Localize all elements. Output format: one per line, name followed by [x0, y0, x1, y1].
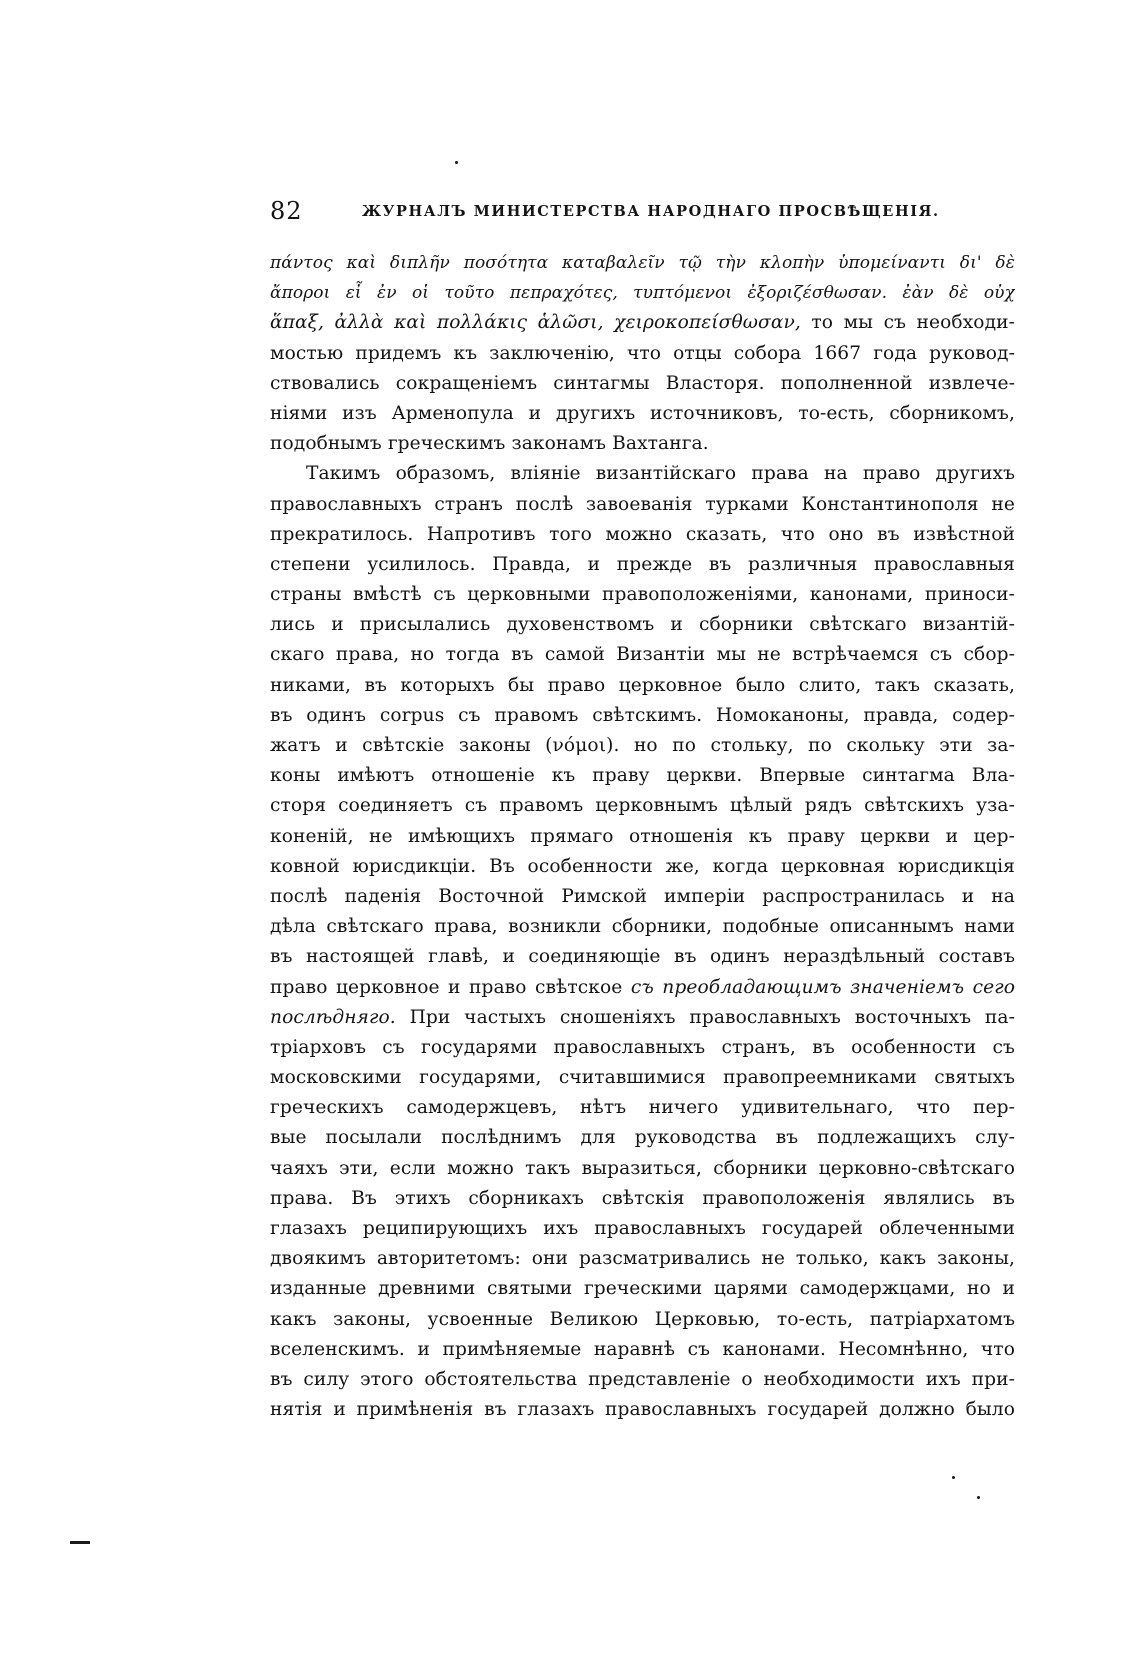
- text-line: мостью придемъ къ заключенію, что отцы собора 1667 года руковод-: [270, 342, 1015, 364]
- text-line: православныхъ странъ послѣ завоеванія турками Константинополя не: [270, 493, 1015, 515]
- text-line: никами, въ которыхъ бы право церковное было слито, такъ сказать,: [270, 674, 1015, 696]
- text-fragment: При частыхъ сношеніяхъ православныхъ восточныхъ па-: [409, 1006, 1015, 1028]
- text-line: скаго права, но тогда въ самой Византіи мы не встрѣчаемся съ сбор-: [270, 644, 1015, 666]
- text-line: изданные древними святыми греческими царями самодержцами, но и: [270, 1278, 1015, 1300]
- text-fragment: право церковное и право свѣтское: [270, 976, 623, 998]
- text-line: [270, 308, 1015, 338]
- text-line: права. Въ этихъ сборникахъ свѣтскія правоположенія являлись въ: [270, 1187, 1015, 1209]
- text-line: страны вмѣстѣ съ церковными правоположеніями, канонами, приноси-: [270, 584, 1015, 606]
- text-line: лись и присылались духовенствомъ и сборники свѣтскаго византій-: [270, 614, 1015, 636]
- text-line: πάντος καὶ διπλῆν ποσότητα καταβαλεῖν τῷ τὴν κλοπὴν ὑπομείναντι δι' δὲ: [270, 253, 1015, 273]
- text-line: ніями изъ Арменопула и другихъ источниковъ, то-есть, сборникомъ,: [270, 402, 1015, 424]
- text-fragment: то мы съ необходи-: [811, 312, 1015, 334]
- text-line: въ силу этого обстоятельства представленіе о необходимости ихъ при-: [270, 1368, 1015, 1390]
- text-line: нятія и примѣненія въ глазахъ православныхъ государей должно было: [270, 1399, 1015, 1421]
- text-line: прекратилось. Напротивъ того можно сказать, что оно въ извѣстной: [270, 523, 1015, 545]
- ink-speck: [977, 1496, 980, 1499]
- text-line: [270, 973, 1015, 1003]
- text-line: ἄποροι εἶ ἐν οἱ τοῦτο πεπραχότες, τυπτόμενοι ἐξοριζέσθωσαν. ἐὰν δὲ οὐχ: [270, 283, 1015, 304]
- italic-emphasis: послѣдняго.: [270, 1006, 396, 1028]
- text-line: двоякимъ авторитетомъ: они разсматривались не только, какъ законы,: [270, 1248, 1015, 1270]
- text-line: въ одинъ corpus съ правомъ свѣтскимъ. Номоканоны, правда, содер-: [270, 704, 1015, 726]
- text-line: жатъ и свѣтскіе законы (νόμοι). но по стольку, по скольку эти за-: [270, 735, 1015, 756]
- text-line: вселенскимъ. и примѣняемые наравнѣ съ канонами. Несомнѣнно, что: [270, 1338, 1015, 1360]
- text-line: степени усилилось. Правда, и прежде въ различныя православныя: [270, 553, 1015, 575]
- text-line: греческихъ самодержцевъ, нѣтъ ничего удивительнаго, что пер-: [270, 1097, 1015, 1119]
- text-line: [270, 1003, 1015, 1033]
- text-line: сторя соединяетъ съ правомъ церковнымъ цѣлый рядъ свѣтскихъ уза-: [270, 795, 1015, 817]
- running-head: [270, 197, 1020, 231]
- text-line: послѣ паденія Восточной Римской имперіи распространилась и на: [270, 885, 1015, 907]
- text-line: тріарховъ съ государями православныхъ странъ, въ особенности съ: [270, 1036, 1015, 1058]
- text-line: дѣла свѣтскаго права, возникли сборники, подобные описаннымъ нами: [270, 916, 1015, 938]
- paragraph-start-line: Такимъ образомъ, вліяніе византійскаго права на право другихъ: [306, 463, 1015, 485]
- text-line: коны имѣютъ отношеніе къ праву церкви. Впервые синтагма Вла-: [270, 765, 1015, 787]
- text-line: коненій, не имѣющихъ прямаго отношенія къ праву церкви и цер-: [270, 825, 1015, 847]
- italic-emphasis: съ преобладающимъ значеніемъ сего: [630, 976, 1015, 998]
- page-number: 82: [270, 197, 303, 225]
- text-line: глазахъ реципирующихъ ихъ православныхъ государей облеченными: [270, 1218, 1015, 1239]
- text-line: какъ законы, усвоенные Великою Церковью, то-есть, патріархатомъ: [270, 1308, 1015, 1330]
- text-line: въ настоящей главѣ, и соединяющіе въ одинъ нераздѣльный составъ: [270, 946, 1015, 968]
- body-text: [270, 248, 1015, 1438]
- text-line: ковной юрисдикціи. Въ особенности же, когда церковная юрисдикція: [270, 855, 1015, 877]
- journal-title: ЖУРНАЛЪ МИНИСТЕРСТВА НАРОДНАГО ПРОСВѢЩЕНІЯ.: [362, 203, 940, 220]
- greek-quote-end: ἅπαξ, ἀλλὰ καὶ πολλάκις ἁλῶσι, χειροκοπείσθωσαν,: [270, 312, 801, 334]
- text-line: московскими государями, считавшимися правопреемниками святыхъ: [270, 1067, 1015, 1089]
- text-line: вые посылали послѣднимъ для руководства въ подлежащихъ слу-: [270, 1127, 1015, 1149]
- text-line: чаяхъ эти, если можно такъ выразиться, сборники церковно-свѣтскаго: [270, 1157, 1015, 1179]
- ink-speck: [455, 161, 458, 164]
- margin-mark: [70, 1541, 90, 1544]
- text-line: ствовались сокращеніемъ синтагмы Власторя. пополненной извлече-: [270, 372, 1015, 394]
- text-line: подобнымъ греческимъ законамъ Вахтанга.: [270, 433, 709, 455]
- ink-speck: [952, 1476, 955, 1479]
